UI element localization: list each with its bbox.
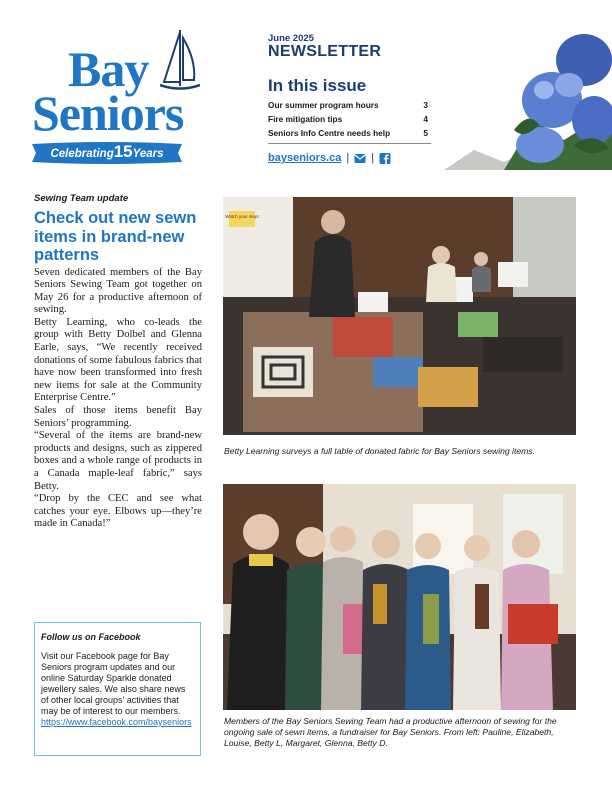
toc-item-title: Seniors Info Centre needs help — [268, 128, 391, 138]
sewing-team-group-photo — [223, 484, 576, 710]
toc-divider — [268, 143, 431, 144]
toc-item-title: Our summer program hours — [268, 100, 379, 110]
facebook-callout-body: Visit our Facebook page for Bay Seniors program updates and our online Saturday Sparkle donated jewellery sales. We also share news of other local groups’ activities that may be of interest to our members. — [41, 651, 186, 716]
photo-caption: Betty Learning surveys a full table of donated fabric for Bay Seniors sewing items. — [224, 446, 535, 456]
watch-step-sign: Watch your step! — [225, 214, 259, 219]
article-headline: Check out new sewn items in brand-new patterns — [34, 209, 197, 264]
issue-header — [268, 33, 438, 61]
ribbon-suffix: Years — [132, 148, 164, 160]
article-kicker: Sewing Team update — [34, 193, 129, 204]
ribbon-number: 15 — [113, 142, 133, 161]
hydrangea-photo — [444, 30, 612, 170]
toc-item[interactable] — [268, 126, 428, 140]
separator: | — [346, 152, 350, 164]
photo-caption: Members of the Bay Seniors Sewing Team had a productive afternoon of sewing for the ongoing sale of sewn items, a fundraiser for Bay Seniors. From left: Pauline, Elizabeth, Louise, Betty L, Margaret, Glenna, Betty D. — [224, 716, 557, 748]
article-body — [34, 267, 202, 531]
article-paragraph: Seven dedicated members of the Bay Seniors Sewing Team got together on May 26 for a productive afternoon of sewing. — [34, 266, 202, 316]
in-this-issue-heading: In this issue — [268, 76, 367, 95]
article-paragraph: “Several of the items are brand-new products and designs, such as zippered boxes and a whole range of products in a Canada maple-leaf fabric,” says Betty. — [34, 430, 202, 492]
article-paragraph: “Drop by the CEC and see what catches your eye. Elbows up—they’re made in Canada!” — [34, 493, 202, 530]
toc-item-page: 4 — [423, 114, 428, 124]
issue-date: June 2025 — [268, 33, 314, 44]
contact-line — [268, 152, 391, 164]
anniversary-text — [32, 142, 182, 162]
article — [34, 193, 202, 531]
facebook-callout-text — [41, 651, 194, 728]
ribbon-label: Celebrating — [50, 148, 114, 160]
newsletter-title: NEWSLETTER — [268, 43, 382, 60]
toc-item-page: 3 — [423, 100, 428, 110]
logo-word-bay: Bay — [68, 41, 149, 97]
toc-item[interactable] — [268, 98, 428, 112]
article-paragraph: Betty Learning, who co-leads the group with Betty Dolbel and Glenna Earle, says, “We recently received donations of some fabulous fabrics that have now been transformed into fresh new items for sale at the Community Enterprise Centre.” — [34, 316, 202, 404]
separator: | — [371, 152, 375, 164]
facebook-icon[interactable] — [379, 153, 391, 164]
bay-seniors-logo — [32, 30, 222, 165]
website-link[interactable]: bayseniors.ca — [268, 152, 342, 164]
toc-item-page: 5 — [423, 128, 428, 138]
article-paragraph: Sales of those items benefit Bay Seniors’ programming. — [34, 405, 202, 429]
toc-item[interactable] — [268, 112, 428, 126]
facebook-callout — [34, 622, 201, 756]
facebook-link[interactable]: https://www.facebook.com/bayseniors — [41, 717, 192, 727]
logo-word-seniors: Seniors — [32, 85, 184, 141]
mail-icon[interactable] — [354, 153, 366, 164]
facebook-callout-title: Follow us on Facebook — [41, 632, 141, 642]
sewing-table-photo — [223, 197, 576, 435]
toc-item-title: Fire mitigation tips — [268, 114, 343, 124]
table-of-contents — [268, 98, 428, 140]
